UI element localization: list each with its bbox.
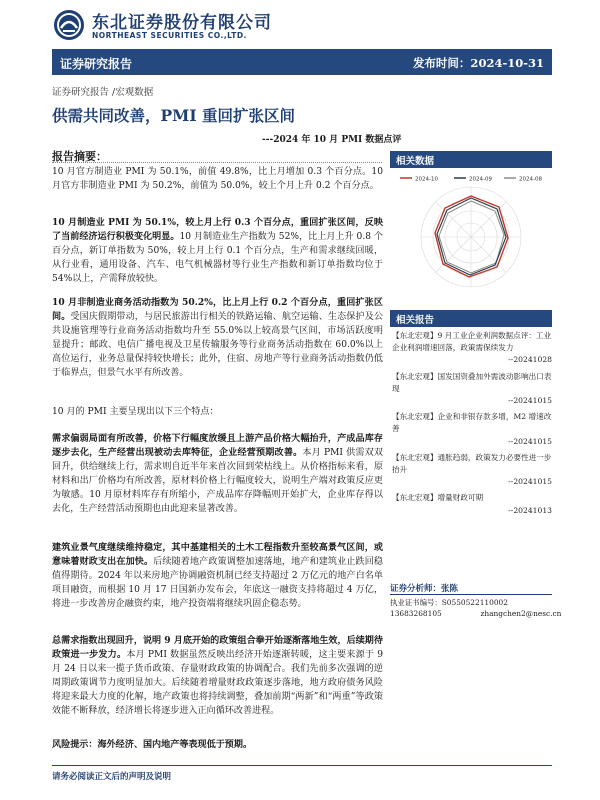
related-report-date: --20241028 <box>508 355 552 365</box>
manufacturing-text: 10 月制造业生产指数为 52%，比上月上升 0.8 个百分点，新订单指数为 50%，较上月上行 0.1 个百分点，生产和需求继续回暖，从行业看，通用设备、汽车、电气机械器材等行业生产指数和新订单指数均位于 54%以上，产需释放较快。 <box>52 232 383 284</box>
related-report-date: --20241013 <box>508 505 552 515</box>
company-logo-icon <box>52 8 86 42</box>
manufacturing-highlight: 10 月制造业 PMI 为 50.1%，较上月上行 0.3 个百分点，重回扩张区间，反映了当前经济运行积极变化明显。 <box>52 217 383 242</box>
related-report-date: --20241015 <box>508 396 552 406</box>
related-report-item[interactable] <box>392 452 552 489</box>
related-report-item[interactable] <box>392 330 552 367</box>
related-report-date: --20241015 <box>508 436 552 446</box>
paragraph-policy <box>52 634 383 718</box>
related-report-title[interactable]: 【东北宏观】增量财政可期 <box>392 493 484 503</box>
analyst-license: 执业证书编号：S0550522110002 <box>390 598 508 607</box>
paragraph-risk <box>52 738 383 752</box>
demand-highlight: 需求偏弱局面有所改善，价格下行幅度放缓且上游产品价格大幅抬升，产成品库存逐步去化，生产经营出现被动去库特征，企业经营预期改善。 <box>52 433 383 458</box>
paragraph-manufacturing <box>52 216 383 286</box>
construction-text: 后续随着地产政策调整加速落地，地产和建筑业止跌回稳值得期待。2024 年以来房地产协调融资机制已经支持超过 2 万亿元的地产白名单项目融资，而根据 10 月 17 日国新办发布会，年底这一融资支持将超过 4 万亿，将进一步改善房企融资约束，地产投资端将继续巩固企稳态势。 <box>52 557 383 609</box>
analyst-info <box>390 597 561 619</box>
breadcrumb: 证券研究报告 /宏观数据 <box>52 87 154 98</box>
legend-2024-08: 2024-08 <box>519 176 542 183</box>
analyst-divider <box>390 594 552 595</box>
chart-legend <box>400 177 542 183</box>
paragraph-demand <box>52 432 383 516</box>
related-report-title[interactable]: 【东北宏观】9 月工业企业利润数据点评：工业企业利润增速回落，政策需保续发力 <box>392 331 552 353</box>
risk-label: 风险提示： <box>52 739 98 750</box>
summary-heading: 报告摘要： <box>52 150 107 163</box>
footer-divider <box>52 765 552 766</box>
analyst-email[interactable]: zhangchen2@nesc.cn <box>480 609 562 618</box>
features-intro-text: 10 月的 PMI 主要呈现出以下三个特点： <box>52 407 219 417</box>
legend-2024-09: 2024-09 <box>469 176 492 183</box>
policy-text: 本月 PMI 数据虽然反映出经济开始逐渐转暖，这主要来源于 9 月 24 日以来一揽子货币政策、存量财政政策的协调配合。我们先前多次强调的逆周期政策调节力度明显加大。后续随着增量财政政策逐步落地，地方政府债务风险将迎来最大力度的化解，地产政策也将持续调整，叠加前期“两新”和“两重”等政策效能不断释放，经济增长将逐步进入正向循环改善进程。 <box>52 650 383 716</box>
report-band <box>52 49 552 75</box>
non-manufacturing-highlight: 10 月非制造业商务活动指数为 50.2%，比上月上行 0.2 个百分点，重回扩张区间。 <box>52 297 383 322</box>
related-reports-list <box>392 330 552 517</box>
demand-text: 本月 PMI 供需双双回升，供给继续上行，需求则自近半年来首次回到荣枯线上。从价格指标来看，原材料和出厂价格均有所改善，原材料价格上行幅度较大，说明生产端对政策反应更为敏感。10 月原材料库存有所缩小，产成品库存降幅则开始扩大，企业库存得以去化，生产经营活动预期也由此迎来显著改善。 <box>52 448 383 514</box>
related-report-title[interactable]: 【东北宏观】通胀趋弱，政策发力必要性进一步抬升 <box>392 452 552 475</box>
overview-text: 10 月官方制造业 PMI 为 50.1%，前值 49.8%，比上月增加 0.3 个百分点。10 月官方非制造业 PMI 为 50.2%，前值为 50.0%，较上个月上升 0.2 个百分点。 <box>52 167 383 191</box>
report-type: 证券研究报告 <box>60 57 133 71</box>
company-name-en: NORTHEAST SECURITIES CO.,LTD. <box>92 31 247 40</box>
related-report-item[interactable] <box>392 371 552 408</box>
legend-2024-10: 2024-10 <box>415 176 438 183</box>
analyst-heading: 证券分析师：张陈 <box>390 584 459 594</box>
report-header <box>52 6 552 46</box>
related-report-item[interactable] <box>392 492 552 516</box>
risk-text: 海外经济、国内地产等表现低于预期。 <box>97 739 253 750</box>
related-reports-label: 相关报告 <box>390 310 552 327</box>
policy-highlight: 总需求指数出现回升，说明 9 月底开始的政策组合拳开始逐渐落地生效，后续期待政策进一步发力。 <box>52 635 383 660</box>
publish-time: 发布时间：2024-10-31 <box>412 56 544 70</box>
non-manufacturing-text: 受国庆假期带动，与居民旅游出行相关的铁路运输、航空运输、生态保护及公共设施管理等行业商务活动指数均升至 55.0%以上较高景气区间，市场活跃度明显提升；邮政、电信广播电视及卫星传输服务等行业商务活动指数在 60.0%以上高位运行，业务总量保持较快增长；此外，住宿、房地产等行业商务活动指数仍低于临界点，但景气水平有所改善。 <box>52 312 383 378</box>
related-report-title[interactable]: 【东北宏观】国发国资叠加外需波动影响出口表现 <box>392 371 552 393</box>
company-name-cn: 东北证券股份有限公司 <box>92 13 272 33</box>
construction-highlight: 建筑业景气度继续维持稳定，其中基建相关的土木工程指数升至较高景气区间，或意味着财政支出在加快。 <box>52 542 383 567</box>
paragraph-non-manufacturing <box>52 296 383 380</box>
paragraph-features-intro <box>52 405 383 419</box>
summary-divider <box>52 162 382 163</box>
pmi-radar-chart <box>392 171 550 293</box>
related-report-item[interactable] <box>392 411 552 448</box>
report-title: 供需共同改善，PMI 重回扩张区间 <box>52 106 295 125</box>
paragraph-overview <box>52 165 383 193</box>
paragraph-construction <box>52 541 383 611</box>
footer-disclaimer: 请务必阅读正文后的声明及说明 <box>52 772 172 782</box>
related-data-label: 相关数据 <box>390 151 552 168</box>
related-report-title[interactable]: 【东北宏观】企业和非银存款多增，M2 增速改善 <box>392 412 552 434</box>
related-report-date: --20241015 <box>508 477 552 487</box>
analyst-phone: 13683268105 <box>390 609 442 618</box>
report-subtitle: ---2024 年 10 月 PMI 数据点评 <box>262 135 402 145</box>
